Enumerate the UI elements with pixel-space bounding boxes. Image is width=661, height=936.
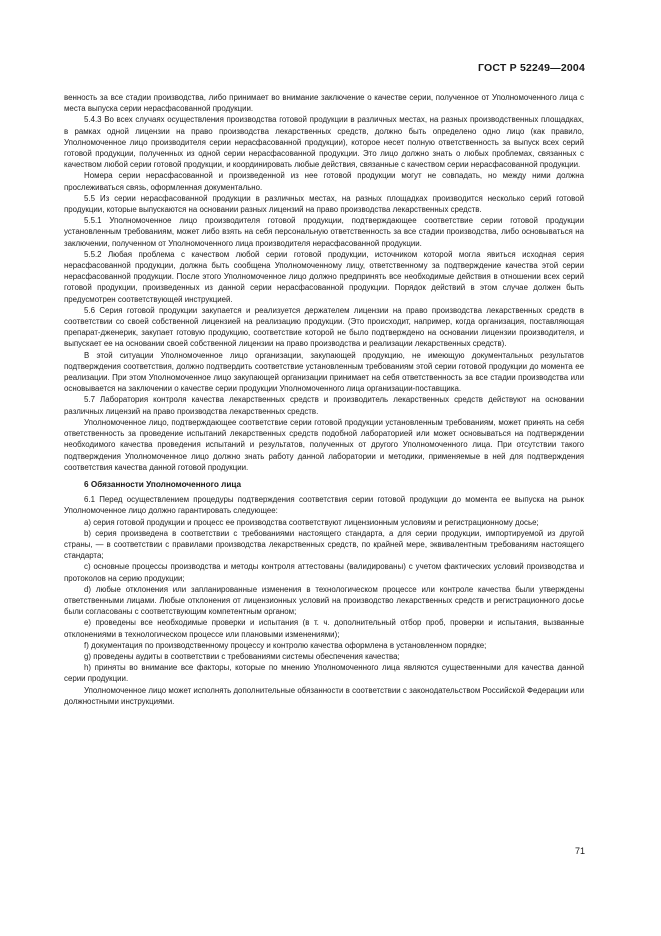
list-item: d) любые отклонения или запланированные изменения в технологическом процессе или контроле качества были утверждены ответственными лицами. Любые отклонения от лицензионных условий на производство лекарственных средств и регистрационного досье были согласованы с соответствующим компетентным органом; [64,584,584,617]
paragraph: Номера серии нерасфасованной и произведенной из нее готовой продукции могут не совпадать, но между ними должна прослеживаться связь, оформленная документально. [64,171,584,192]
list-item: e) проведены все необходимые проверки и испытания (в т. ч. дополнительный отбор проб, проверки и испытания, вызванные отклонениями в технологическом процессе или плановыми изменениями); [64,618,584,639]
list-item: c) основные процессы производства и методы контроля аттестованы (валидированы) с учетом фактических условий производства и протоколов на серию продукции; [64,562,584,583]
list-item: g) проведены аудиты в соответствии с требованиями системы обеспечения качества; [84,651,400,661]
paragraph: 5.6 Серия готовой продукции закупается и реализуется держателем лицензии на право производства лекарственных средств в соответствии со своей собственной лицензией на реализацию продукции. (Это происходит, например, когда организация, поставляющая препарат-дженерик, закупает готовую продукцию, соответствие которой не было подтверждено на основании лицензии производителя, и выпускает ее на основании своей собственной лицензии на право производства и реализации лекарственных средств). [64,305,584,349]
paragraph: Уполномоченное лицо, подтверждающее соответствие серии готовой продукции установленным требованиям, может принять на себя ответственность за проведение испытаний лекарственных средств подобной лабораторией или может основываться на подтверждении необходимого качества проведения испытаний и результатов, полученных от другого Уполномоченного лица. При отсутствии такого подтверждения Уполномоченное лицо должно знать работу данной лаборатории и методики, применяемые в ней для подтверждения соответствия качества данной готовой продукции. [64,417,584,472]
paragraph: В этой ситуации Уполномоченное лицо организации, закупающей продукцию, не имеющую документальных результатов подтверждения соответствия, должно подтвердить соответствие установленным требованиям этой серии готовой продукции до момента ее реализации. При этом Уполномоченное лицо закупающей организации принимает на себя ответственность за все стадии производства или основывается на заключении о качестве серии продукции Уполномоченного лица организации-поставщика. [64,350,584,394]
list-item: h) приняты во внимание все факторы, которые по мнению Уполномоченного лица являются существенными для качества данной серии продукции. [64,663,584,684]
list-item: f) документация по производственному процессу и контролю качества оформлена в установленном порядке; [84,640,487,650]
document-header: ГОСТ Р 52249—2004 [477,62,585,74]
paragraph: 5.5 Из серии нерасфасованной продукции в различных местах, на разных площадках производится несколько серий готовой продукции, которые выпускаются на основании разных лицензий на право производства лекарственных средств. [64,193,584,215]
paragraph: Уполномоченное лицо может исполнять дополнительные обязанности в соответствии с законодательством Российской Федерации или должностными инструкциями. [64,685,584,706]
document-body [64,92,584,707]
paragraph: 5.7 Лаборатория контроля качества лекарственных средств и производитель лекарственных средств действуют на основании различных лицензий на право производства лекарственных средств. [64,395,584,416]
paragraph: 5.5.2 Любая проблема с качеством любой серии готовой продукции, источником которой могла явиться исходная серия нерасфасованной продукции, должна быть сообщена Уполномоченному лицу, ответственному за подтверждение качества этой серии нерасфасованной продукции. После этого Уполномоченное лицо должно предпринять все необходимые действия в отношении всех серий готовой продукции, произведенных из данной серии нерасфасованной продукции. Порядок действий в этом случае должен быть предусмотрен соответствующей инструкцией. [64,249,584,304]
paragraph: 5.5.1 Уполномоченное лицо производителя готовой продукции, подтверждающее соответствие серии готовой продукции установленным требованиям, может либо взять на себя персональную ответственность за все стадии производства, либо основываться на заключении, полученном от Уполномоченного лица производителя нерасфасованной продукции. [64,216,584,248]
paragraph: венность за все стадии производства, либо принимает во внимание заключение о качестве серии, полученное от Уполномоченного лица с места выпуска серии нерасфасованной продукции. [64,93,584,114]
page-number: 71 [574,846,585,856]
list-item: b) серия произведена в соответствии с требованиями настоящего стандарта, а для серии продукции, импортируемой из другой страны, — в соответствии с правилами производства лекарственных средств, по крайней мере, эквивалентным требованиям настоящего стандарта; [64,528,584,561]
list-item: а) серия готовой продукции и процесс ее производства соответствуют лицензионным условиям и регистрационному досье; [84,517,539,527]
section-title: 6 Обязанности Уполномоченного лица [84,479,242,489]
paragraph: 6.1 Перед осуществлением процедуры подтверждения соответствия серии готовой продукции до момента ее выпуска на рынок Уполномоченное лицо должно гарантировать следующее: [64,495,584,516]
paragraph: 5.4.3 Во всех случаях осуществления производства готовой продукции в различных местах, на разных производственных площадках, в рамках одной лицензии на право производства лекарственных средств, должно быть определено одно лицо (как правило, Уполномоченное лицо производителя серии нерасфасованной продукции), которое несет полную ответственность за выпуск всех серий готовой продукции, полученных из одной серии нерасфасованной продукции. Это лицо должно знать о любых проблемах, связанных с качеством любой серии готовой продукции, и координировать любые действия, связанные с качеством серии нерасфасованной продукции. [64,115,584,170]
